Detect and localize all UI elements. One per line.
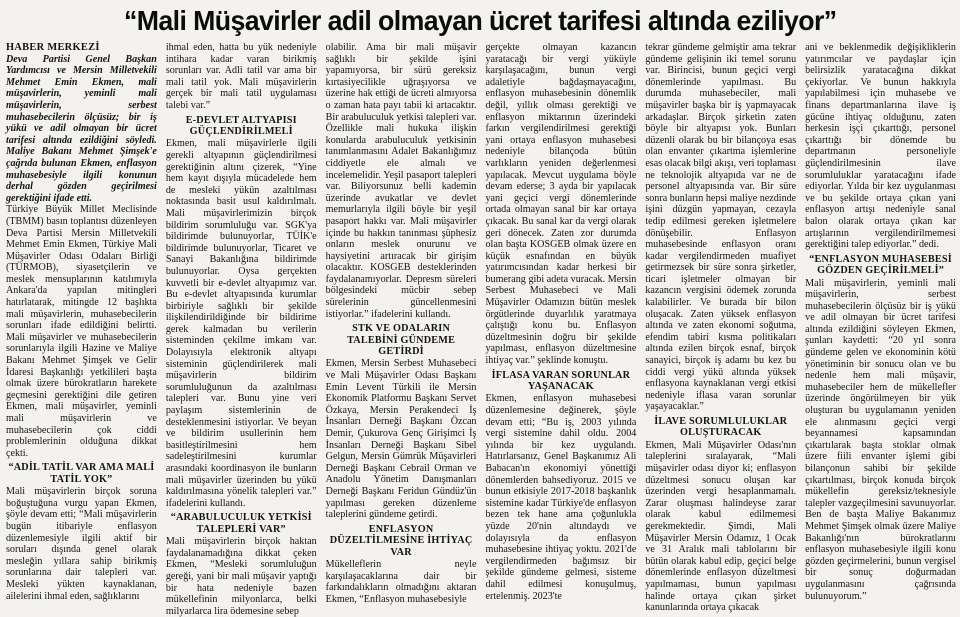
column-6 [805, 42, 956, 617]
article-body [6, 42, 956, 617]
paragraph: Türkiye Büyük Millet Meclisinde (TBMM) basın toplantısı düzenleyen Deva Partisi Mersin Milletvekili Mehmet Emin Ekmen, Türkiye Mali Müşavirler Odası Odaları Birliği (TÜRMOB), siyasetçilerin ve meslek mensuplarının katılımıyla Ankara'da yapılan mitingleri hatırlatarak, mitingde 12 başlıkta mali müşavirlerin, muhasebecilerin sorunları ifade edildiğini belirtti. Mali müşavirler ve muhasebecilerin sorunlarıyla ilgili Hazine ve Maliye Bakanı Mehmet Şimşek ve Gelir İdaresi Başkanlığı yetkilileri başta olmak üzere bürokratların harekete geçmesini gerektiğini dile getiren Ekmen, mali müşavirler, yeminli mali müşavirlerin ve muhasebecilerin çok ciddi problemlerinin olduğuna dikkat çekti. [6, 204, 157, 459]
subheading: E-DEVLET ALTYAPISI GÜÇLENDİRİLMELİ [185, 114, 297, 137]
headline-bar [0, 0, 960, 42]
column-1 [6, 42, 157, 617]
paragraph: gerçekte olmayan kazancın yaratacağı bir vergi yüküyle karşılaşacağını, bunun vergi adaletiyle bağdaşmayacağını, enflasyon muhasebesinin dönemlik değil, yıllık olması gerektiği ve enflasyon miktarının üzerindeki farkın vergilendirilmesi gerektiği yani ortaya enflasyon muhasebesi nedeniyle bilançoda bütün varlıkların yeniden değerlenmesi yapılacak. Mevcut uygulama böyle devam ederse; 3 ayda bir yapılacak yani geçici vergi dönemlerinde ortada olmayan sanal bir kar ortaya çıkacak. Bu sanal kar da vergi olarak geri dönecek. Zaten zor durumda olan başta KOSGEB olmak üzere en küçük esnafından en büyük yatırımcısından kadar herkesi bir bumerang gibi adeta vuracak. Mersin Serbest Muhasebeci ve Mali Müşavirler Odamızın bütün meslek örgütlerinde duyarlılık yaratmaya çalıştığı konu bu. Enflasyon düzeltmesinin doğru bir şekilde yapılması, enflasyon düzeltmesine ihtiyaç var.” şeklinde konuştu. [485, 42, 637, 367]
paragraph: Ekmen, Mali Müşavirler Odası'nın taleplerini sıralayarak, “Mali müşavirler odası diyor ki; enflasyon düzeltmesi sonucu oluşan kar üzerinden vergi hesaplanmamalı. Zarar oluşması halindeyse zarar olarak kabul edilmemesi gerekmektedir. Şimdi, Mali Müşavirler Mersin Odamız, 1 Ocak ve 31 Aralık mali tablolarını bir bütün olarak kabul edip, geçici belge dönemlerinde enflasyon düzeltmesi yapılmaması, bunun yapılması halinde ortaya çıkan şirket kanunlarında ortaya çıkacak [645, 439, 797, 614]
subheading: “ARABULUCULUK YETKİSİ TALEPLERİ VAR” [170, 512, 312, 535]
byline: HABER MERKEZİ [6, 42, 100, 53]
paragraph: tekrar gündeme gelmiştir ama tekrar gündeme gelişinin iki temel sorunu var. Birincisi, bunun geçici vergi dönemlerinde yapılması. Bu durumda muhasebeciler, mali müşavirler başka bir iş yapmayacak arkadaşlar. Birçok şirketin zaten böyle bir altyapısı yok. Bunları düzenli olarak bu bir bilançoya esas olan envanter çıkartma işlemlerine esas olacak bilgi akışı, veri toplaması ne teknolojik altyapıda var ne de personel altyapısında var. Bir süre sonra bunların hepsi maliye nezdinde işini düzgün yapmayan, cezayla tedip edilmesi gereken işletmelere dönüşebilir. Enflasyon muhasebesinde enflasyon oranı kadar vergilendirmeden muafiyet getirmezsek bir süre sonra şirketler, ticari işletmeler olmayan bir kazancın vergisini ödemek zorunda kalabilirler. Ve burada bir bilon oluşacak. Zaten yüksek enflasyon altında ve zaten ekonomi soğutma, efendim tabiri kısma politikaları altında ezilen birçok esnaf, birçok sanayici, birçok iş adamı bu kez bu ciddi vergi yükü altında yüksek enflasyona kaynaklanan vergi etkisi nedeniyle iflasa varan sorunlar yaşayacaklar.” [645, 42, 797, 413]
paragraph: Mali müşavirlerin birçok haktan faydalanamadığına dikkat çeken Ekmen, “Mesleki sorumluluğun gereği, yani bir mali müşavir yaptığı bir hata nedeniyle bazen mükellefinin milyonlarca, belki milyarlarca lira ödemesine sebep [165, 536, 317, 617]
column-3 [326, 42, 477, 617]
headline: “Mali Müşavirler adil olmayan ücret tarifesi altında eziliyor” [123, 5, 837, 36]
paragraph: olabilir. Ama bir mali müşavir sağlıklı bir şekilde işini yapamıyorsa, bir sürü gereksiz kırtasiyecilikle uğraşıyorsa ve üzerine hak ettiği de ücreti almıyorsa o zaman hata payı tabii ki artacaktır. Bir arabuluculuk yetkisi talepleri var. Özellikle mali hukuka ilişkin konularda arabuluculuk yetkisinin tanımlanmasını Adalet Bakanlığımız ciddiyetle ele almalı ve incelemelidir. Yeşil pasaport talepleri var. Biliyorsunuz belli kademin üzerinde avukatlar ve devlet memurlarıyla ilgili böyle bir yeşil pasaport hakkı var. Mali müşavirler içinde bu hakkın tanınması şüphesiz onların meslek onurunu ve haysiyetini artıracak bir girişim olacaktır. KOSGEB desteklerinden faydalanamıyorlar. Depresm süreleri bölgesindeki mücbir sebep sürelerinin güncellenmesini istiyorlar.” ifadelerini kullandı. [325, 42, 477, 320]
paragraph: Mükelleflerin neyle karşılaşacaklarına dair bir farkındalıkların olmadığını aktaran Ekmen, “Enflasyon muhasebesiyle [325, 559, 477, 605]
subheading: ENFLASYON DÜZELTİLMESİNE İHTİYAÇ VAR [329, 523, 473, 558]
paragraph: Mali müşavirlerin birçok soruna boğuştuğuna vurgu yapan Ekmen, şöyle devam etti; “Mali müşavirlerin bugün itibariyle enflasyon düzenlemesiyle ilgili aktif bir soruları dışında genel olarak mesleğin yıllara sahip birikmiş sorunlarına dair talepleri var. Mesleki yükten kaynaklanan, ailelerini ihmal eden, sağlıklarını [6, 486, 157, 602]
paragraph: ihmal eden, hatta bu yük nedeniyle intihara kadar varan birikmiş sorunları var. Adli tatil var ama bir mali tatil yok. Mali müşavirlerin gerçek bir mali tatil uygulaması talebi var.” [165, 42, 317, 111]
lead-paragraph: Deva Partisi Genel Başkan Yardımcısı ve Mersin Milletvekili Mehmet Emin Ekmen, mali müşavirlerin, yeminli mali müşavirlerin, serbest muhasebecilerin ölçüsüz; bir iş yükü ve adil olmayan bir ücret tarifesi altında ezildiğini söyledi. Maliye Bakanı Mehmet Şimşek'e çağrıda bulunan Ekmen, enflasyon muhasebesiyle ilgili konunun derhal gözden geçirilmesi gerektiğini ifade etti. [6, 53, 157, 204]
subheading: İFLASA VARAN SORUNLAR YAŞANACAK [491, 369, 631, 393]
subheading: “ENFLASYON MUHASEBESİ GÖZDEN GEÇİRİLMELİ” [809, 253, 952, 277]
paragraph: Ekmen, mali müşavirlerle ilgili gerekli altyapının güçlendirilmesi gerektiğinin altını çizerek, “Yine hem kayıt dışıyla mücadelede hem de mesleki yükün azaltılması noktasında basit usul kaldırılmalı. Mali müşavirlerimizin birçok bildirim sorumluluğu var. SGK'ya bildirimde bulunuyorlar, TÜİK'e bildirimde bulunuyorlar, Ticaret ve Sanayi Bakanlığına bildirimde bulunuyorlar. Oysa gerçekten kuvvetli bir e-devlet altyapımız var. Bu e-devlet altyapısında kurumlar birbiriyle sağlıklı bir şekilde ilişkilendirildiğinde bir bildirime gerek kalmadan bu verilerin sisteminden çekilme imkanı var. Dolayısıyla elektronik altyapı sisteminin güçlendirilerek mali müşavirlerin bildirim sorumluluğunun da azaltılması talepleri var. Bunu yine veri paylaşım sistemlerinin de desteklenmesini istiyorlar. Ve beyan ve bildirim usullerinin hem basitleştirilmesini hem sadeleştirilmesini kurumlar arasındaki koordinasyon ile bunların mali müşavirler üzerinden bu yükü kaldırılmasına yönelik talepleri var.” ifadelerini kullandı. [165, 138, 317, 509]
subheading: STK VE ODALARIN TALEBİNİ GÜNDEME GETİRDİ [347, 323, 456, 358]
paragraph: ani ve beklenmedik değişikliklerin yatırımcılar ve paydaşlar için belirsizlik yaratacağına dikkat çekiyorlar. Ve bunun hakkıyla yapılabilmesi için muhasebe ve finans departmanlarına ilave iş gücüne ihtiyaç olduğunu, zaten herkesin işçi çıkarttığı, personel çıkarttığı bir dönemde bu departmanın personeliyle güçlendirilmesinin ilave sorumluluklar yaratacağını ifade ediyorlar. Yılda bir kez uygulanması ve bu şekilde ortaya çıkan yani enflasyon artışı nedeniyle sanal balon olarak ortaya çıkan kar artışlarının vergilendirilmemesi gerektiğini talep ediyorlar.” dedi. [805, 42, 956, 251]
paragraph: Ekmen, Mersin Serbest Muhasebeci ve Mali Müşavirler Odası Başkanı Emin Levent Türkili ile Mersin Ekonomik Platformu Başkanı Servet Özkaya, Mersin Perakendeci İş İnsanları Derneği Başkanı Özcan Demir, Çukurova Genç Girişimci İş İnsanları Derneği Başkanı Sibel Gelgun, Mersin Gümrük Müşavirleri Derneği Başkanı Cebrail Orman ve Anadolu Yönetim Danışmanları Derneği Başkanı Feridun Gündüz'ün yapılması gereken düzenleme taleplerini gündeme getirdi. [325, 358, 477, 521]
column-4 [485, 42, 636, 617]
subheading: “ADİL TATİL VAR AMA MALİ TATİL YOK” [8, 462, 155, 485]
subheading: İLAVE SORUMLULUKLAR OLUŞTURACAK [654, 416, 788, 439]
paragraph: Ekmen, enflasyon muhasebesi düzenlemesine değinerek, şöyle devam etti; “Bu iş, 2003 yılında vergi sistemine dahil oldu. 2004 yılında bir kez uygulandı. Hatırlarsanız, Genel Başkanımız Ali Babacan'ın ekonomiyi yönettiği dönemlerden bahsediyoruz. 2015 ve bunun etkisiyle 2017-2018 başkanlık sistemine kadar Türkiye'de enflasyon bezen tek hane ama çoğunlukla yüzde 20'nin altındaydı ve dolayısıyla da enflasyon muhasebesine ihtiyaç yoktu. 2021'de vergilendirmeden bağımsız bir şekilde gündeme gelmesi, sisteme dahil edilmesi konuşulmuş, ertelenmiş. 2023'te [485, 393, 637, 602]
column-5 [645, 42, 796, 617]
column-2 [166, 42, 317, 617]
paragraph: Mali müşavirlerin, yeminli mali müşavirlerin, serbest muhasebecilerin ölçüsüz bir iş yükü ve adil olmayan bir ücret tarifesi altında ezildiğini söyleyen Ekmen, şunları kaydetti: “20 yıl sonra gündeme gelen ve ekonominin kötü yönetiminin bir sonucu olan ve bu nedenle hem mali müşavir, muhasebeciler hem de mükellefler üzerinde öngörülmeyen bir yük oluşturan bu uygulamanın yeniden ele alınmasını geçici vergi beyannamesi kapsamından çıkartılarak başta stoklar olmak üzere fiili envanter işlemi gibi bilançonun sahibi bir şekilde çıkartılması, birçok konuda birçok mükellefin gereksiz/teknesiyle talepler vazgeçilmesini savunuyorlar. Ben de başta Maliye Bakanımız Mehmet Şimşek olmak üzere Maliye Bakanlığı'nın bürokratlarını enflasyon muhasebesiyle ilgili konu gözden geçirmelerini, bunun vergisel bir sonuç doğurmadan uygulanmasını çağrısında bulunuyorum.” [805, 277, 956, 602]
